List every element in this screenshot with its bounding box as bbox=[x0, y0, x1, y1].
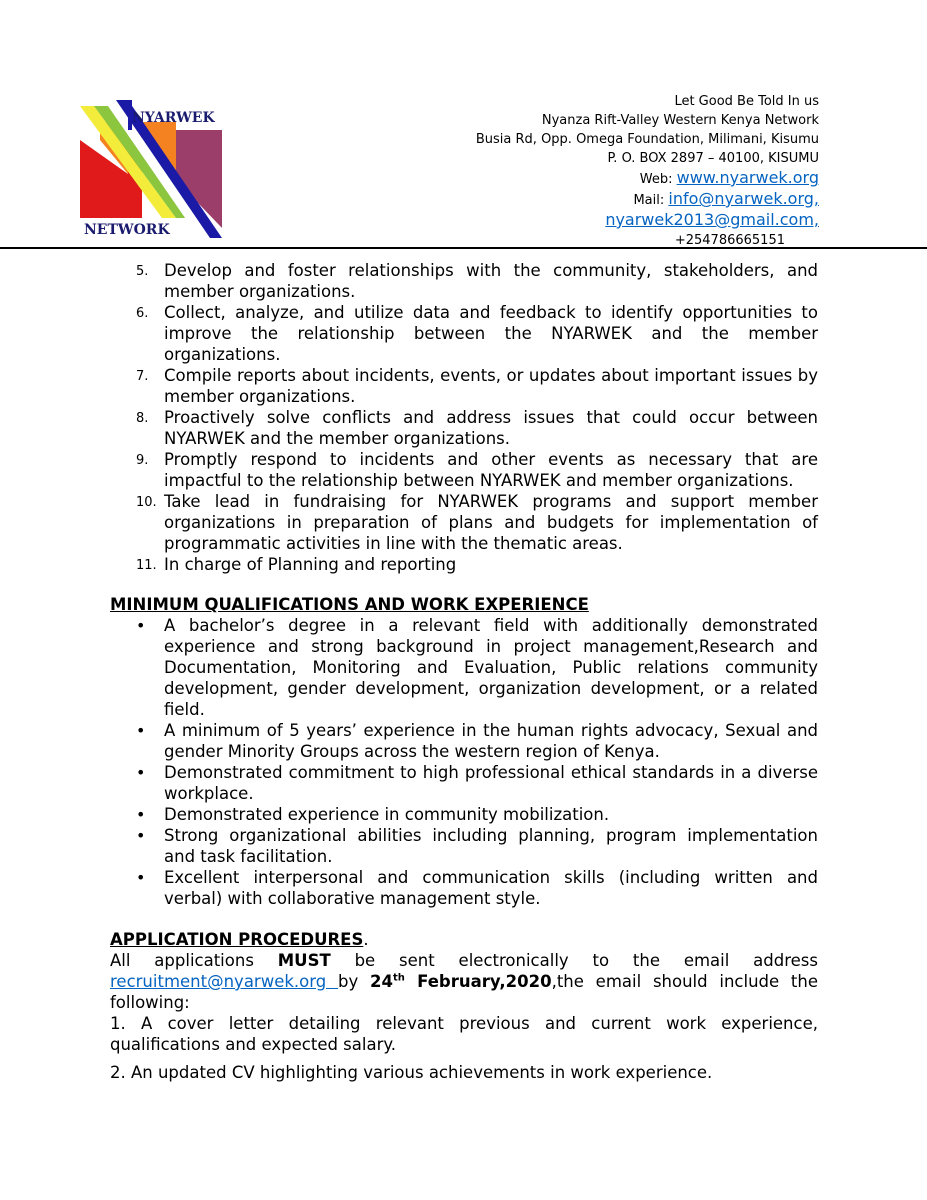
list-item-text: Proactively solve conflicts and address issues that could occur between NYARWEK and the member organizations. bbox=[164, 408, 818, 448]
application-heading-line bbox=[110, 929, 818, 950]
web-line bbox=[476, 168, 819, 189]
list-item bbox=[110, 720, 818, 762]
document-body bbox=[110, 260, 818, 1083]
list-item-text: A bachelor’s degree in a relevant field with additionally demonstrated experience and strong background in project management,Research and Documentation, Monitoring and Evaluation, Public relations community development, gender development, organization development, or a related field. bbox=[164, 616, 818, 719]
list-number: 9. bbox=[136, 453, 149, 468]
mail-label: Mail: bbox=[633, 193, 669, 208]
org-address: Busia Rd, Opp. Omega Foundation, Milimani, Kisumu bbox=[475, 132, 819, 147]
application-intro bbox=[110, 950, 818, 1013]
deadline-date bbox=[370, 972, 552, 991]
list-item bbox=[110, 554, 818, 575]
list-item-text: Strong organizational abilities including planning, program implementation and task facilitation. bbox=[164, 826, 818, 866]
deadline-day: 24 bbox=[370, 972, 393, 991]
org-name: Nyanza Rift-Valley Western Kenya Network bbox=[541, 113, 819, 128]
list-item-text: Demonstrated commitment to high professional ethical standards in a diverse workplace. bbox=[164, 763, 818, 803]
list-number: 10. bbox=[136, 495, 157, 510]
deadline-month-year: February,2020 bbox=[404, 972, 552, 991]
list-item bbox=[110, 302, 818, 365]
contact-block bbox=[476, 92, 819, 250]
application-point-2: 2. An updated CV highlighting various achievements in work experience. bbox=[110, 1063, 713, 1082]
list-number: 7. bbox=[136, 369, 149, 384]
bullet-icon: • bbox=[136, 826, 146, 845]
mail-link-gmail[interactable]: nyarwek2013@gmail.com, bbox=[605, 210, 819, 229]
bullet-icon: • bbox=[136, 763, 146, 782]
list-item bbox=[110, 825, 818, 867]
intro-text: ,the email should include the following: bbox=[110, 972, 818, 1012]
header-divider bbox=[0, 247, 927, 249]
list-item-text: Collect, analyze, and utilize data and feedback to identify opportunities to improve the relationship between the NYARWEK and the member organizations. bbox=[164, 303, 818, 364]
tagline: Let Good Be Told In us bbox=[674, 94, 819, 109]
list-item bbox=[110, 491, 818, 554]
list-number: 11. bbox=[136, 558, 157, 573]
list-number: 5. bbox=[136, 264, 149, 279]
bullet-icon: • bbox=[136, 805, 146, 824]
list-item-text: Take lead in fundraising for NYARWEK programs and support member organizations in preparation of plans and budgets for implementation of programmatic activities in line with the thematic areas. bbox=[164, 492, 818, 553]
phone: +254786665151 bbox=[674, 233, 785, 248]
mail-line bbox=[476, 189, 819, 210]
list-item-text: Demonstrated experience in community mobilization. bbox=[164, 805, 610, 824]
qualifications-list bbox=[110, 615, 818, 909]
nyarwek-logo bbox=[80, 100, 222, 242]
list-number: 6. bbox=[136, 306, 149, 321]
application-heading: APPLICATION PROCEDURES bbox=[110, 930, 364, 949]
web-link[interactable]: www.nyarwek.org bbox=[676, 168, 819, 187]
list-item bbox=[110, 449, 818, 491]
list-item-text: In charge of Planning and reporting bbox=[164, 555, 457, 574]
list-item-text: Compile reports about incidents, events, or updates about important issues by member organizations. bbox=[164, 366, 818, 406]
list-item-text: Promptly respond to incidents and other events as necessary that are impactful to the relationship between NYARWEK and member organizations. bbox=[164, 450, 818, 490]
intro-text: be sent electronically to the email address bbox=[330, 951, 819, 970]
heading-period: . bbox=[363, 930, 369, 949]
list-item bbox=[110, 407, 818, 449]
list-item bbox=[110, 260, 818, 302]
web-label: Web: bbox=[639, 172, 677, 187]
list-item-text: Develop and foster relationships with the community, stakeholders, and member organizations. bbox=[164, 261, 818, 301]
bullet-icon: • bbox=[136, 616, 146, 635]
deadline-suffix: th bbox=[392, 972, 405, 984]
intro-text: All applications bbox=[110, 951, 278, 970]
list-item bbox=[110, 365, 818, 407]
qualifications-heading: MINIMUM QUALIFICATIONS AND WORK EXPERIENCE bbox=[110, 595, 589, 614]
list-item bbox=[110, 804, 818, 825]
mail-line-2 bbox=[476, 210, 819, 231]
application-point-1: 1. A cover letter detailing relevant previous and current work experience, qualifications and expected salary. bbox=[110, 1014, 818, 1054]
list-item-text: Excellent interpersonal and communication skills (including written and verbal) with collaborative management style. bbox=[164, 868, 818, 908]
bullet-icon: • bbox=[136, 721, 146, 740]
duties-list bbox=[110, 260, 818, 575]
logo-bottom-text: NETWORK bbox=[84, 222, 170, 238]
intro-text: by bbox=[337, 972, 370, 991]
recruitment-email-link[interactable]: recruitment@nyarwek.org bbox=[110, 972, 338, 991]
must-emphasis: MUST bbox=[277, 951, 331, 970]
list-item bbox=[110, 867, 818, 909]
list-item-text: A minimum of 5 years’ experience in the human rights advocacy, Sexual and gender Minority Groups across the western region of Kenya. bbox=[164, 721, 818, 761]
bullet-icon: • bbox=[136, 868, 146, 887]
list-item bbox=[110, 762, 818, 804]
list-number: 8. bbox=[136, 411, 149, 426]
logo-top-text: NYARWEK bbox=[132, 110, 215, 126]
po-box: P. O. BOX 2897 – 40100, KISUMU bbox=[607, 151, 819, 166]
mail-link-info[interactable]: info@nyarwek.org, bbox=[668, 189, 819, 208]
list-item bbox=[110, 615, 818, 720]
